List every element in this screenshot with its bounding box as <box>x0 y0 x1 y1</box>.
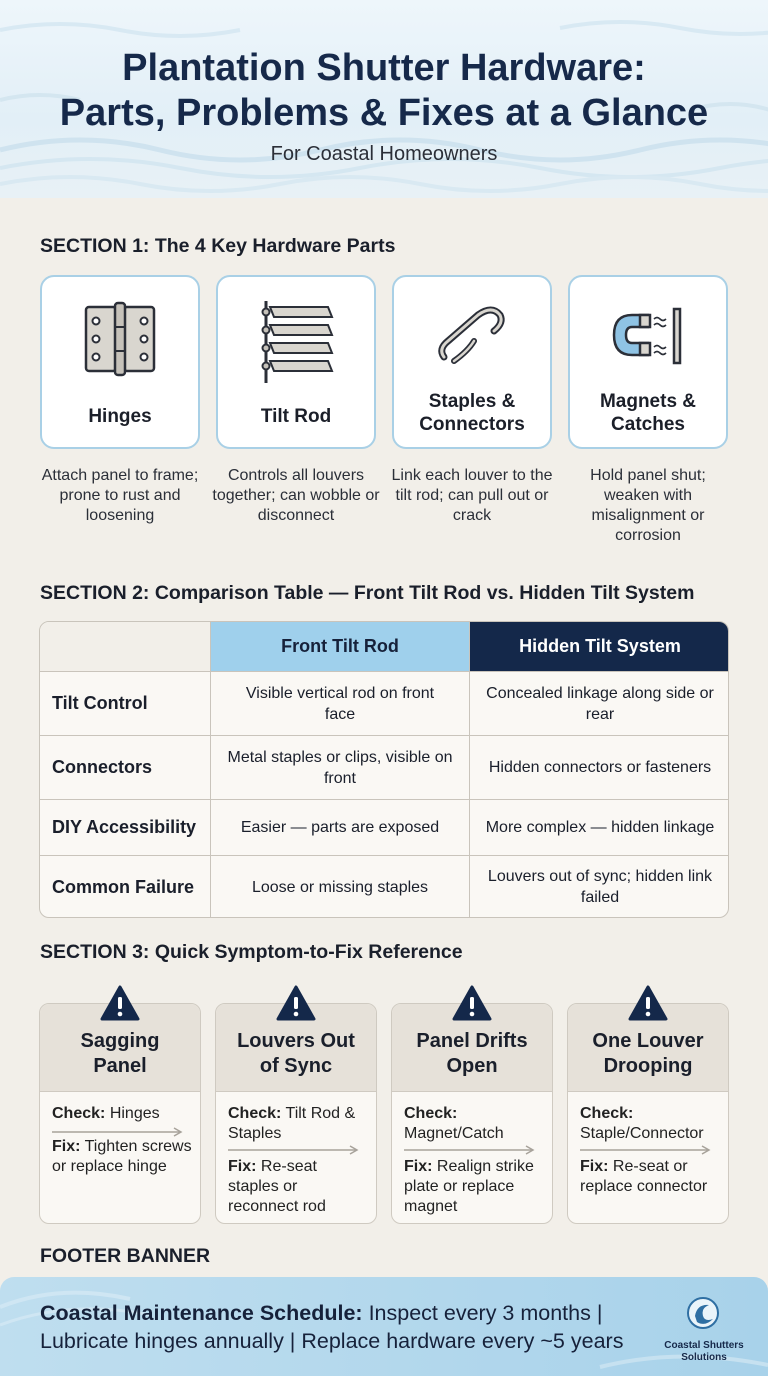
fix-value: Tighten screws or replace hinge <box>52 1138 192 1175</box>
part-desc-magnets: Hold panel shut; weaken with misalignment or corrosion <box>590 467 706 544</box>
check-value: Tilt Rod & Staples <box>228 1105 356 1142</box>
part-name-tilt-rod: Tilt Rod <box>260 406 332 427</box>
part-card-hinges <box>40 275 200 449</box>
part-name-staples-line-1: Staples & <box>428 391 516 412</box>
comparison-table <box>39 621 729 918</box>
symptom-name <box>392 1029 552 1079</box>
part-card-tilt-rod <box>216 275 376 449</box>
symptom-body <box>228 1104 370 1217</box>
part-name-staples-line-2: Connectors <box>419 414 525 435</box>
table-corner-cell <box>40 622 211 672</box>
row-label-common-failure: Common Failure <box>40 856 211 918</box>
fix-label: Fix: <box>580 1158 609 1175</box>
section-3-heading: SECTION 3: Quick Symptom-to-Fix Reference <box>40 941 463 963</box>
part-desc-tilt-rod: Controls all louvers together; can wobble or disconnect <box>212 467 380 524</box>
page-title-line-1: Plantation Shutter Hardware: <box>122 47 646 89</box>
page-title-line-2: Parts, Problems & Fixes at a Glance <box>59 92 709 134</box>
schedule-title: Coastal Maintenance Schedule: <box>40 1301 363 1325</box>
column-header-front-tilt: Front Tilt Rod <box>211 622 470 672</box>
part-name-magnets-line-1: Magnets & <box>599 391 697 412</box>
part-desc-hinges: Attach panel to frame; prone to rust and loosening <box>41 467 199 524</box>
table-cell: Visible vertical rod on front face <box>211 672 470 736</box>
warning-icon <box>100 985 140 1021</box>
symptom-card-panel-drifts-open <box>391 1003 553 1224</box>
schedule-text: Inspect every 3 months | Lubricate hinges annually | Replace hardware every ~5 years <box>40 1301 624 1353</box>
symptom-name-line-2: Open <box>446 1055 498 1077</box>
hinge-icon <box>42 299 198 379</box>
header-banner <box>0 0 768 198</box>
fix-value: Realign strike plate or replace magnet <box>404 1158 534 1215</box>
symptom-name-line-2: Panel <box>93 1055 147 1077</box>
warning-icon <box>628 985 668 1021</box>
table-cell: Concealed linkage along side or rear <box>470 672 729 736</box>
magnet-icon <box>570 307 726 387</box>
symptom-name-line-1: One Louver <box>592 1030 704 1052</box>
symptom-name-line-1: Panel Drifts <box>416 1030 528 1052</box>
row-label-tilt-control: Tilt Control <box>40 672 211 736</box>
part-card-staples <box>392 275 552 449</box>
symptom-body <box>404 1104 546 1217</box>
symptom-card-louvers-out-of-sync <box>215 1003 377 1224</box>
table-cell: Louvers out of sync; hidden link failed <box>487 868 713 906</box>
check-value: Magnet/Catch <box>404 1125 504 1142</box>
table-cell: More complex — hidden linkage <box>470 800 729 856</box>
symptom-body <box>52 1104 194 1177</box>
symptom-name <box>40 1029 200 1079</box>
wave-logo-icon <box>686 1296 720 1330</box>
brand-name <box>652 1340 756 1364</box>
part-card-magnets <box>568 275 728 449</box>
footer-label: FOOTER BANNER <box>40 1245 211 1267</box>
brand-name-line-2: Solutions <box>681 1352 727 1363</box>
arrow-right-icon <box>404 1145 536 1155</box>
maintenance-schedule <box>40 1299 650 1355</box>
symptom-card-sagging-panel <box>39 1003 201 1224</box>
fix-label: Fix: <box>52 1138 81 1155</box>
part-name-hinges: Hinges <box>88 406 152 427</box>
table-cell: Metal staples or clips, visible on front <box>211 736 470 800</box>
part-desc-staples: Link each louver to the tilt rod; can pull out or crack <box>391 467 553 524</box>
row-label-diy-accessibility: DIY Accessibility <box>40 800 211 856</box>
fix-value: Re-seat staples or reconnect rod <box>228 1158 326 1215</box>
check-value: Hinges <box>109 1105 160 1122</box>
fix-value: Re-seat or replace connector <box>580 1158 708 1195</box>
fix-label: Fix: <box>228 1158 257 1175</box>
warning-icon <box>452 985 492 1021</box>
part-name-magnets <box>570 390 726 436</box>
check-label: Check: <box>580 1105 634 1122</box>
symptom-name <box>568 1029 728 1079</box>
section-2-heading: SECTION 2: Comparison Table — Front Tilt Rod vs. Hidden Tilt System <box>40 582 695 604</box>
table-cell: Hidden connectors or fasteners <box>470 736 729 800</box>
symptom-name-line-2: Drooping <box>603 1055 693 1077</box>
symptom-card-one-louver-drooping <box>567 1003 729 1224</box>
page-subtitle: For Coastal Homeowners <box>270 143 498 165</box>
check-value: Staple/Connector <box>580 1125 704 1142</box>
staple-icon <box>394 301 550 381</box>
part-name-staples <box>394 390 550 436</box>
arrow-right-icon <box>228 1145 360 1155</box>
column-header-hidden-tilt: Hidden Tilt System <box>470 622 729 672</box>
check-label: Check: <box>404 1105 458 1122</box>
symptom-name-line-1: Louvers Out <box>237 1030 355 1052</box>
table-cell: Loose or missing staples <box>211 856 470 918</box>
fix-label: Fix: <box>404 1158 433 1175</box>
arrow-right-icon <box>580 1145 712 1155</box>
check-label: Check: <box>52 1105 106 1122</box>
part-name-magnets-line-2: Catches <box>611 414 685 435</box>
section-1-heading: SECTION 1: The 4 Key Hardware Parts <box>40 235 396 257</box>
row-label-connectors: Connectors <box>40 736 211 800</box>
warning-icon <box>276 985 316 1021</box>
symptom-name-line-1: Sagging <box>80 1030 160 1052</box>
symptom-name-line-2: of Sync <box>259 1055 333 1077</box>
check-label: Check: <box>228 1105 282 1122</box>
arrow-right-icon <box>52 1127 184 1137</box>
tilt-rod-icon <box>218 299 374 379</box>
brand-name-line-1: Coastal Shutters <box>664 1340 744 1351</box>
table-cell: Easier — parts are exposed <box>211 800 470 856</box>
symptom-name <box>216 1029 376 1079</box>
